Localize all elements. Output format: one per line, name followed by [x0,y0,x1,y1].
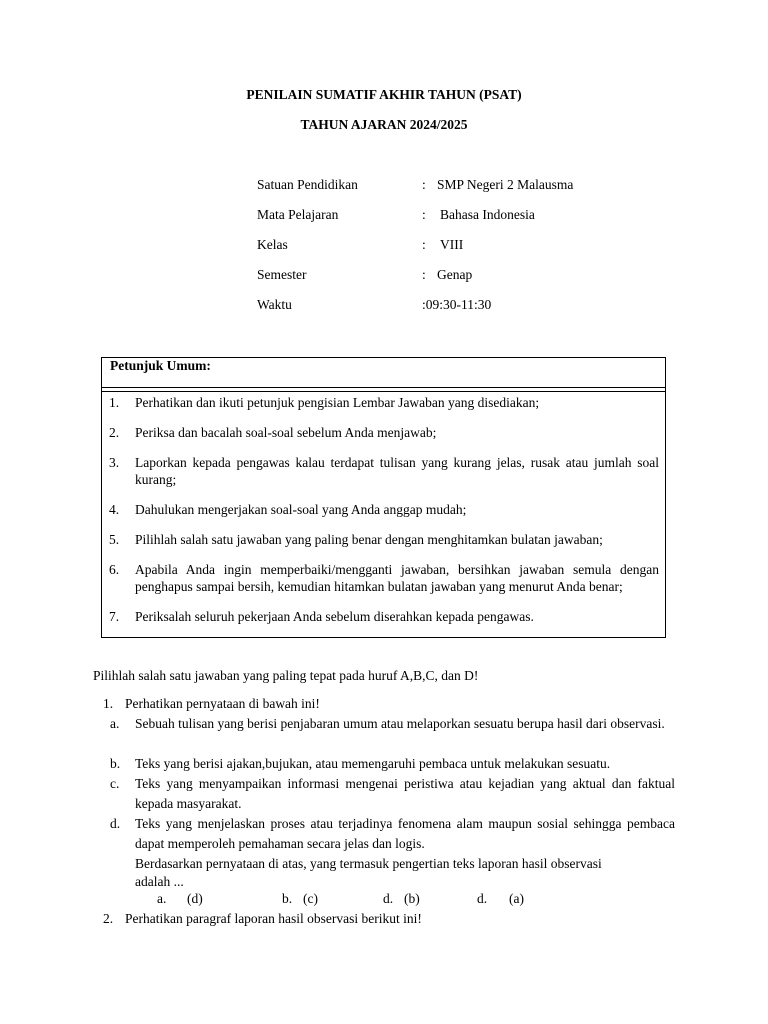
info-value-school: SMP Negeri 2 Malausma [437,177,574,192]
question-stem-end: adalah ... [135,874,184,889]
statement-text: Teks yang menjelaskan proses atau terjadinya fenomena alam maupun sosial sehingga pembaca dapat memperoleh pemahaman secara jelas dan logis. [135,816,675,851]
instruction-number: 2. [109,425,120,440]
statement-text: Teks yang menyampaikan informasi mengenai peristiwa atau kejadian yang aktual dan faktual kepada masyarakat. [135,776,675,811]
choice-letter: d. [383,891,394,906]
info-label-school: Satuan Pendidikan [257,177,358,192]
choice-text[interactable]: (c) [303,891,318,906]
question-number: 2. [103,911,114,926]
info-value-time: :09:30-11:30 [422,297,492,312]
statement-letter: a. [110,716,120,731]
instruction-number: 1. [109,395,120,410]
info-colon-semester: : [422,267,426,282]
instruction-number: 3. [109,455,120,470]
instruction-number: 7. [109,609,120,624]
instruction-number: 6. [109,562,120,577]
statement-letter: d. [110,816,121,831]
instructions-box [101,357,666,638]
info-colon-school: : [422,177,426,192]
instruction-text: Perhatikan dan ikuti petunjuk pengisian Lembar Jawaban yang disediakan; [135,395,540,410]
info-label-time: Waktu [257,297,292,312]
instruction-text: Dahulukan mengerjakan soal-soal yang Anda anggap mudah; [135,502,467,517]
heading-divider [102,387,665,388]
choice-text[interactable]: (d) [187,891,203,906]
instruction-text: Pilihlah salah satu jawaban yang paling benar dengan menghitamkan bulatan jawaban; [135,532,603,547]
question-prompt: Perhatikan paragraf laporan hasil observasi berikut ini! [125,911,422,926]
choice-letter: a. [157,891,167,906]
statement-text: Teks yang berisi ajakan,bujukan, atau memengaruhi pembaca untuk melakukan sesuatu. [135,756,611,771]
heading-divider-double [102,391,665,392]
instructions-heading: Petunjuk Umum: [110,358,211,373]
instruction-number: 5. [109,532,120,547]
info-label-subject: Mata Pelajaran [257,207,339,222]
question-prompt: Perhatikan pernyataan di bawah ini! [125,696,320,711]
info-label-semester: Semester [257,267,307,282]
instruction-text: Periksa dan bacalah soal-soal sebelum Anda menjawab; [135,425,437,440]
instruction-number: 4. [109,502,120,517]
section-instruction: Pilihlah salah satu jawaban yang paling tepat pada huruf A,B,C, dan D! [93,668,479,683]
document-subtitle: TAHUN AJARAN 2024/2025 [300,117,468,132]
statement-letter: b. [110,756,121,771]
statement-text: Sebuah tulisan yang berisi penjabaran umum atau melaporkan sesuatu berupa hasil dari observasi. [135,716,665,731]
statement-letter: c. [110,776,120,791]
instruction-text: Periksalah seluruh pekerjaan Anda sebelum diserahkan kepada pengawas. [135,609,534,624]
info-value-class: VIII [440,237,464,252]
question-number: 1. [103,696,114,711]
info-colon-class: : [422,237,426,252]
instruction-text: Apabila Anda ingin memperbaiki/mengganti jawaban, bersihkan jawaban semula dengan penghapus sampai bersih, kemudian hitamkan bulatan jawaban yang menurut Anda benar; [135,562,659,594]
choice-letter: b. [282,891,293,906]
info-colon-subject: : [422,207,426,222]
document-title: PENILAIN SUMATIF AKHIR TAHUN (PSAT) [246,87,522,102]
instruction-text: Laporkan kepada pengawas kalau terdapat tulisan yang kurang jelas, rusak atau jumlah soal kurang; [135,455,659,487]
info-value-semester: Genap [437,267,473,282]
choice-letter: d. [477,891,488,906]
choice-text[interactable]: (b) [404,891,420,906]
info-label-class: Kelas [257,237,288,252]
info-value-subject: Bahasa Indonesia [440,207,535,222]
choice-text[interactable]: (a) [509,891,524,906]
question-stem: Berdasarkan pernyataan di atas, yang termasuk pengertian teks laporan hasil observasi [135,856,602,871]
